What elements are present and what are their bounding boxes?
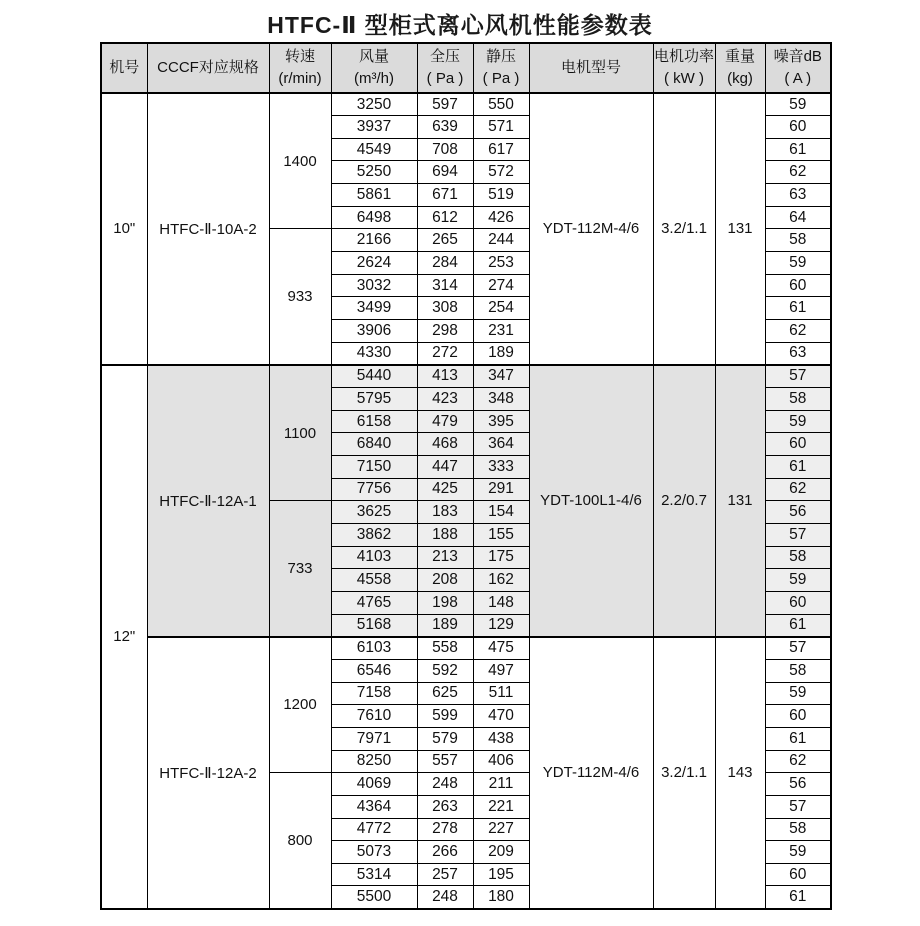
cell-total-pressure: 248	[417, 886, 473, 909]
cell-noise: 58	[765, 818, 831, 841]
cell-airflow: 7150	[331, 456, 417, 479]
cell-airflow: 6158	[331, 410, 417, 433]
cell-total-pressure: 592	[417, 659, 473, 682]
cell-airflow: 5500	[331, 886, 417, 909]
cell-airflow: 2624	[331, 252, 417, 275]
cell-static-pressure: 253	[473, 252, 529, 275]
cccf-spec-cell: HTFC-Ⅱ-12A-2	[147, 637, 269, 909]
cell-total-pressure: 447	[417, 456, 473, 479]
table-row	[101, 365, 831, 388]
cell-total-pressure: 413	[417, 365, 473, 388]
cell-static-pressure: 438	[473, 727, 529, 750]
col-header-airflow: 风量 (m³/h)	[331, 43, 417, 93]
cell-airflow: 5795	[331, 388, 417, 411]
cell-noise: 61	[765, 614, 831, 637]
cell-airflow: 3250	[331, 93, 417, 116]
page-title: HTFC-Ⅱ 型柜式离心风机性能参数表	[267, 12, 653, 38]
cell-noise: 61	[765, 886, 831, 909]
cell-total-pressure: 183	[417, 501, 473, 524]
cell-airflow: 6103	[331, 637, 417, 660]
cell-static-pressure: 189	[473, 342, 529, 365]
cell-airflow: 5168	[331, 614, 417, 637]
cell-total-pressure: 625	[417, 682, 473, 705]
cell-static-pressure: 231	[473, 320, 529, 343]
cell-static-pressure: 511	[473, 682, 529, 705]
motor-model-cell: YDT-100L1-4/6	[529, 365, 653, 637]
weight-cell: 131	[715, 93, 765, 365]
cell-static-pressure: 227	[473, 818, 529, 841]
cell-static-pressure: 426	[473, 206, 529, 229]
cell-airflow: 3937	[331, 116, 417, 139]
col-header-total-pressure: 全压 ( Pa )	[417, 43, 473, 93]
cell-static-pressure: 364	[473, 433, 529, 456]
cell-static-pressure: 291	[473, 478, 529, 501]
cell-noise: 61	[765, 297, 831, 320]
cell-noise: 56	[765, 773, 831, 796]
cell-static-pressure: 148	[473, 591, 529, 614]
cell-static-pressure: 244	[473, 229, 529, 252]
col-header-motor-power: 电机功率 ( kW )	[653, 43, 715, 93]
col-header-static-pressure: 静压 ( Pa )	[473, 43, 529, 93]
cell-noise: 60	[765, 433, 831, 456]
cell-noise: 62	[765, 478, 831, 501]
cell-static-pressure: 333	[473, 456, 529, 479]
cell-noise: 57	[765, 365, 831, 388]
cell-noise: 59	[765, 569, 831, 592]
cell-static-pressure: 195	[473, 863, 529, 886]
cell-airflow: 7756	[331, 478, 417, 501]
cell-total-pressure: 257	[417, 863, 473, 886]
cell-airflow: 4330	[331, 342, 417, 365]
col-header-motor-model: 电机型号	[529, 43, 653, 93]
cell-airflow: 6498	[331, 206, 417, 229]
motor-power-cell: 3.2/1.1	[653, 637, 715, 909]
cell-noise: 61	[765, 456, 831, 479]
cell-total-pressure: 278	[417, 818, 473, 841]
cell-noise: 60	[765, 863, 831, 886]
cell-total-pressure: 188	[417, 523, 473, 546]
cell-total-pressure: 708	[417, 138, 473, 161]
cell-noise: 59	[765, 93, 831, 116]
cell-airflow: 2166	[331, 229, 417, 252]
table-row	[101, 637, 831, 660]
cell-noise: 58	[765, 546, 831, 569]
cell-static-pressure: 254	[473, 297, 529, 320]
cell-noise: 58	[765, 388, 831, 411]
cell-total-pressure: 314	[417, 274, 473, 297]
col-header-speed: 转速 (r/min)	[269, 43, 331, 93]
cell-static-pressure: 162	[473, 569, 529, 592]
cell-total-pressure: 694	[417, 161, 473, 184]
motor-model-cell: YDT-112M-4/6	[529, 637, 653, 909]
cell-total-pressure: 265	[417, 229, 473, 252]
table-body	[101, 93, 831, 909]
cell-static-pressure: 129	[473, 614, 529, 637]
cell-total-pressure: 671	[417, 184, 473, 207]
machine-cell: 10"	[101, 93, 147, 365]
cell-noise: 59	[765, 252, 831, 275]
cell-noise: 59	[765, 682, 831, 705]
cell-noise: 57	[765, 795, 831, 818]
cell-airflow: 5314	[331, 863, 417, 886]
cell-airflow: 4069	[331, 773, 417, 796]
cell-total-pressure: 308	[417, 297, 473, 320]
cell-static-pressure: 175	[473, 546, 529, 569]
cell-noise: 59	[765, 410, 831, 433]
cell-airflow: 4103	[331, 546, 417, 569]
cell-static-pressure: 617	[473, 138, 529, 161]
cell-airflow: 7971	[331, 727, 417, 750]
motor-power-cell: 3.2/1.1	[653, 93, 715, 365]
cell-airflow: 3906	[331, 320, 417, 343]
col-header-cccf: CCCF对应规格	[147, 43, 269, 93]
cell-airflow: 4549	[331, 138, 417, 161]
cell-noise: 63	[765, 184, 831, 207]
speed-cell: 800	[269, 773, 331, 909]
cell-noise: 64	[765, 206, 831, 229]
fan-performance-table	[100, 42, 832, 910]
cccf-spec-cell: HTFC-Ⅱ-12A-1	[147, 365, 269, 637]
cell-static-pressure: 572	[473, 161, 529, 184]
cell-noise: 56	[765, 501, 831, 524]
speed-cell: 1200	[269, 637, 331, 773]
speed-cell: 1100	[269, 365, 331, 501]
cell-noise: 63	[765, 342, 831, 365]
cell-airflow: 4772	[331, 818, 417, 841]
cell-total-pressure: 263	[417, 795, 473, 818]
cell-noise: 61	[765, 727, 831, 750]
speed-cell: 733	[269, 501, 331, 637]
cccf-spec-cell: HTFC-Ⅱ-10A-2	[147, 93, 269, 365]
cell-airflow: 3862	[331, 523, 417, 546]
cell-static-pressure: 211	[473, 773, 529, 796]
cell-total-pressure: 612	[417, 206, 473, 229]
weight-cell: 143	[715, 637, 765, 909]
cell-airflow: 7610	[331, 705, 417, 728]
cell-static-pressure: 348	[473, 388, 529, 411]
speed-cell: 1400	[269, 93, 331, 229]
cell-total-pressure: 284	[417, 252, 473, 275]
cell-noise: 60	[765, 705, 831, 728]
cell-noise: 61	[765, 138, 831, 161]
cell-static-pressure: 154	[473, 501, 529, 524]
cell-airflow: 8250	[331, 750, 417, 773]
cell-total-pressure: 558	[417, 637, 473, 660]
cell-airflow: 3032	[331, 274, 417, 297]
cell-total-pressure: 579	[417, 727, 473, 750]
cell-airflow: 5250	[331, 161, 417, 184]
header-row	[101, 43, 831, 93]
cell-total-pressure: 597	[417, 93, 473, 116]
cell-total-pressure: 189	[417, 614, 473, 637]
cell-airflow: 4558	[331, 569, 417, 592]
cell-static-pressure: 475	[473, 637, 529, 660]
cell-airflow: 5073	[331, 841, 417, 864]
cell-total-pressure: 298	[417, 320, 473, 343]
cell-static-pressure: 550	[473, 93, 529, 116]
cell-static-pressure: 519	[473, 184, 529, 207]
weight-cell: 131	[715, 365, 765, 637]
speed-cell: 933	[269, 229, 331, 365]
cell-total-pressure: 266	[417, 841, 473, 864]
cell-static-pressure: 406	[473, 750, 529, 773]
cell-airflow: 4765	[331, 591, 417, 614]
cell-total-pressure: 599	[417, 705, 473, 728]
cell-static-pressure: 180	[473, 886, 529, 909]
cell-static-pressure: 497	[473, 659, 529, 682]
cell-noise: 57	[765, 637, 831, 660]
cell-total-pressure: 423	[417, 388, 473, 411]
cell-airflow: 4364	[331, 795, 417, 818]
cell-static-pressure: 155	[473, 523, 529, 546]
cell-static-pressure: 209	[473, 841, 529, 864]
table-header	[101, 43, 831, 93]
cell-total-pressure: 213	[417, 546, 473, 569]
cell-static-pressure: 347	[473, 365, 529, 388]
cell-static-pressure: 395	[473, 410, 529, 433]
cell-noise: 59	[765, 841, 831, 864]
cell-noise: 58	[765, 229, 831, 252]
col-header-machine: 机号	[101, 43, 147, 93]
cell-noise: 62	[765, 750, 831, 773]
motor-model-cell: YDT-112M-4/6	[529, 93, 653, 365]
cell-total-pressure: 557	[417, 750, 473, 773]
cell-static-pressure: 470	[473, 705, 529, 728]
cell-airflow: 6546	[331, 659, 417, 682]
cell-noise: 60	[765, 274, 831, 297]
cell-static-pressure: 221	[473, 795, 529, 818]
table-row	[101, 93, 831, 116]
motor-power-cell: 2.2/0.7	[653, 365, 715, 637]
cell-total-pressure: 479	[417, 410, 473, 433]
cell-noise: 62	[765, 161, 831, 184]
cell-airflow: 5440	[331, 365, 417, 388]
cell-airflow: 3499	[331, 297, 417, 320]
col-header-noise: 噪音dB ( A )	[765, 43, 831, 93]
cell-static-pressure: 571	[473, 116, 529, 139]
cell-noise: 62	[765, 320, 831, 343]
cell-airflow: 7158	[331, 682, 417, 705]
machine-cell: 12"	[101, 365, 147, 909]
cell-total-pressure: 468	[417, 433, 473, 456]
cell-airflow: 5861	[331, 184, 417, 207]
cell-airflow: 6840	[331, 433, 417, 456]
cell-static-pressure: 274	[473, 274, 529, 297]
cell-noise: 58	[765, 659, 831, 682]
cell-noise: 60	[765, 116, 831, 139]
cell-total-pressure: 248	[417, 773, 473, 796]
col-header-weight: 重量 (kg)	[715, 43, 765, 93]
cell-total-pressure: 425	[417, 478, 473, 501]
cell-airflow: 3625	[331, 501, 417, 524]
cell-noise: 60	[765, 591, 831, 614]
cell-total-pressure: 639	[417, 116, 473, 139]
cell-total-pressure: 198	[417, 591, 473, 614]
cell-noise: 57	[765, 523, 831, 546]
cell-total-pressure: 208	[417, 569, 473, 592]
cell-total-pressure: 272	[417, 342, 473, 365]
